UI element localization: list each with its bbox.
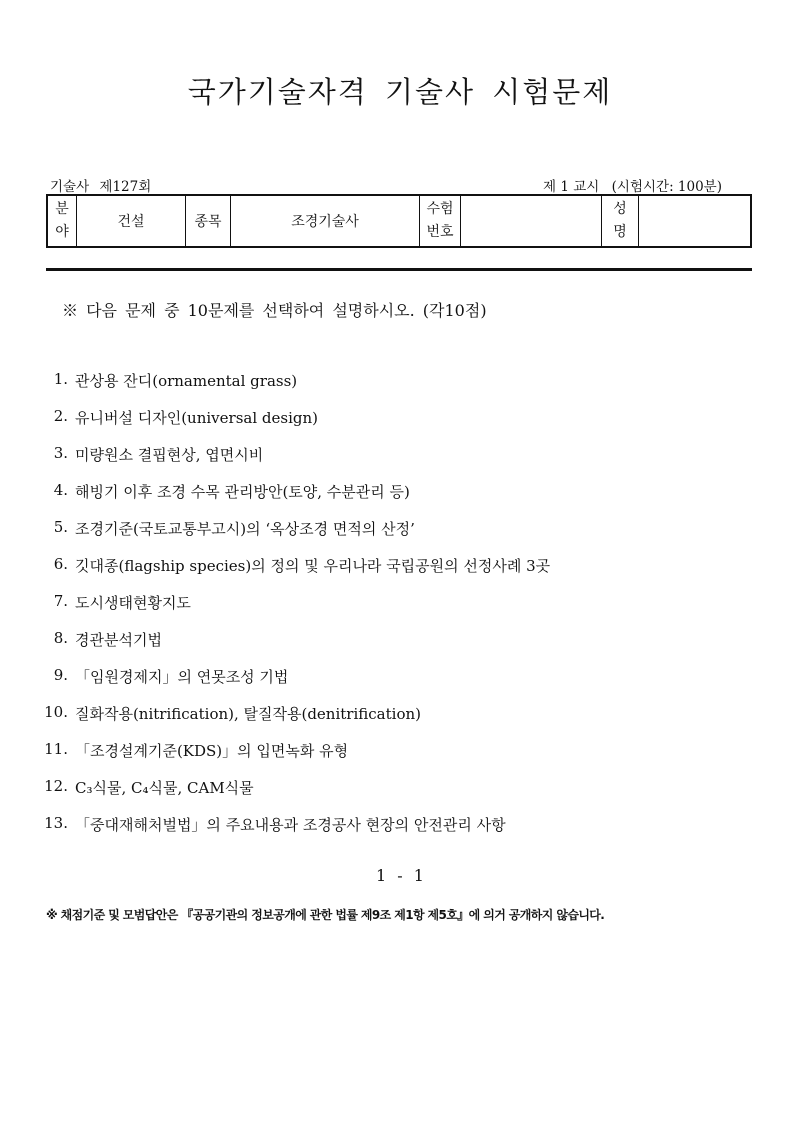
- question-item: [42, 814, 762, 851]
- name-label-cell: [602, 195, 639, 247]
- question-number: 11.: [44, 740, 68, 758]
- category-label-cell: 종목: [186, 195, 231, 247]
- question-number: 1.: [53, 370, 68, 388]
- question-number: 2.: [53, 407, 68, 425]
- question-text: 깃대종(flagship species)의 정의 및 우리나라 국립공원의 선정사례 3곳: [75, 557, 551, 575]
- exam-duration: (시험시간: 100분): [611, 179, 722, 195]
- question-text: 유니버설 디자인(universal design): [75, 409, 318, 427]
- question-text: 미량원소 결핍현상, 엽면시비: [75, 446, 264, 464]
- question-number: 5.: [53, 518, 68, 536]
- question-text: 「임원경제지」의 연못조성 기법: [75, 668, 289, 686]
- question-number: 4.: [53, 481, 68, 499]
- exam-round: 기술사 제127회: [50, 179, 152, 195]
- question-number: 9.: [53, 666, 68, 684]
- question-text: C₃식물, C₄식물, CAM식물: [75, 779, 254, 797]
- question-number: 6.: [53, 555, 68, 573]
- exam-no-value-cell: [461, 195, 602, 247]
- question-list: [42, 370, 762, 851]
- disclosure-notice: ※ 채점기준 및 모범답안은 『공공기관의 정보공개에 관한 법률 제9조 제1항 제5호』에 의거 공개하지 않습니다.: [46, 908, 605, 922]
- exam-no-label-line1: 수험: [426, 201, 454, 217]
- question-item: [42, 370, 762, 407]
- question-number: 8.: [53, 629, 68, 647]
- exam-meta-row: [50, 175, 722, 193]
- question-item: [42, 407, 762, 444]
- field-value-cell: 건설: [77, 195, 186, 247]
- question-text: 해빙기 이후 조경 수목 관리방안(토양, 수분관리 등): [75, 483, 410, 501]
- question-text: 질화작용(nitrification), 탈질작용(denitrification): [75, 705, 421, 723]
- question-number: 3.: [53, 444, 68, 462]
- question-item: [42, 777, 762, 814]
- question-item: [42, 740, 762, 777]
- field-label-line2: 야: [55, 224, 69, 240]
- question-item: [42, 629, 762, 666]
- candidate-info-table: [46, 194, 752, 248]
- category-value-cell: 조경기술사: [231, 195, 420, 247]
- question-item: [42, 555, 762, 592]
- question-item: [42, 444, 762, 481]
- question-item: [42, 518, 762, 555]
- session-info: [535, 175, 722, 195]
- exam-session: 제 1 교시: [543, 179, 600, 195]
- name-label-line1: 성: [613, 201, 627, 217]
- question-text: 관상용 잔디(ornamental grass): [75, 372, 298, 390]
- question-number: 12.: [44, 777, 68, 795]
- question-number: 7.: [53, 592, 68, 610]
- question-item: [42, 592, 762, 629]
- page-title: 국가기술자격 기술사 시험문제: [187, 75, 613, 109]
- name-value-cell: [639, 195, 752, 247]
- name-label-line2: 명: [613, 224, 627, 240]
- field-label-cell: [47, 195, 77, 247]
- question-item: [42, 703, 762, 740]
- question-number: 13.: [44, 814, 68, 832]
- header-divider: [46, 268, 752, 271]
- exam-no-label-cell: [420, 195, 461, 247]
- question-text: 도시생태현황지도: [75, 594, 191, 612]
- question-text: 「조경설계기준(KDS)」의 입면녹화 유형: [75, 742, 349, 760]
- field-label-line1: 분: [55, 201, 69, 217]
- question-number: 10.: [44, 703, 68, 721]
- instruction-text: ※ 다음 문제 중 10문제를 선택하여 설명하시오. (각10점): [62, 301, 487, 320]
- question-text: 경관분석기법: [75, 631, 162, 649]
- exam-no-label-line2: 번호: [426, 224, 454, 240]
- question-text: 「중대재해처벌법」의 주요내용과 조경공사 현장의 안전관리 사항: [75, 816, 506, 834]
- question-item: [42, 481, 762, 518]
- question-text: 조경기준(국토교통부고시)의 ‘옥상조경 면적의 산정’: [75, 520, 415, 538]
- question-item: [42, 666, 762, 703]
- page-number: 1 - 1: [376, 866, 424, 885]
